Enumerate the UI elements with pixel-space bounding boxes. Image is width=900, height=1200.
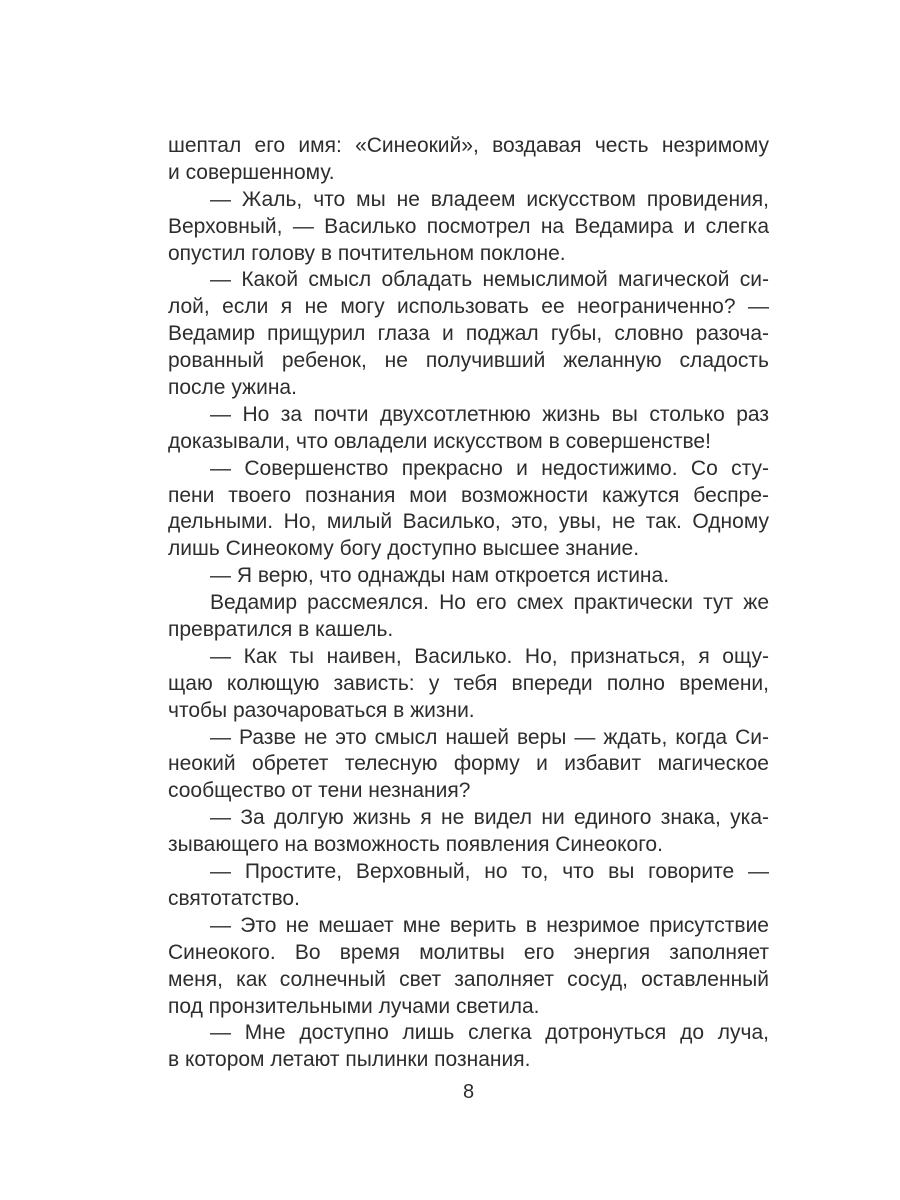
text-line: чтобы разочароваться в жизни. [168, 698, 475, 722]
paragraph [168, 133, 769, 187]
text-line: — Мне доступно лишь слегка дотронуться до луча, [210, 1021, 769, 1045]
text-line: — За долгую жизнь я не видел ни единого знака, ука- [210, 806, 769, 830]
text-line: зывающего на возможность появления Синеокого. [168, 833, 663, 857]
text-line: опустил голову в почтительном поклоне. [168, 241, 566, 265]
paragraph [168, 456, 769, 564]
text-line: Ведамир прищурил глаза и поджал губы, словно разоча- [168, 322, 769, 346]
paragraph [168, 402, 769, 456]
text-line: рованный ребенок, не получивший желанную сладость [168, 349, 769, 373]
paragraph [168, 187, 769, 268]
paragraph [168, 913, 769, 1021]
text-line: щаю колющую зависть: у тебя впереди полно времени, [168, 671, 769, 695]
text-line: — Это не мешает мне верить в незримое присутствие [210, 913, 769, 937]
paragraph [168, 805, 769, 859]
text-line: лой, если я не могу использовать ее неограниченно? — [168, 295, 769, 319]
paragraph [168, 725, 769, 806]
page-number: 8 [462, 1081, 475, 1103]
text-line: дельными. Но, милый Василько, это, увы, не так. Одному [168, 510, 769, 534]
text-line: в котором летают пылинки познания. [168, 1048, 531, 1072]
paragraph [168, 267, 769, 401]
text-line: — Простите, Верховный, но то, что вы говорите — [210, 860, 769, 884]
text-line: меня, как солнечный свет заполняет сосуд, оставленный [168, 967, 769, 991]
text-line: святотатство. [168, 886, 300, 910]
text-line: сообщество от тени незнания? [168, 779, 471, 803]
paragraph [168, 1020, 769, 1074]
text-line: — Какой смысл обладать немыслимой магической си- [210, 268, 769, 292]
paragraph [168, 590, 769, 644]
text-line: Верховный, — Василько посмотрел на Ведамира и слегка [168, 214, 769, 238]
paragraph [168, 563, 769, 590]
page-text-block [168, 133, 769, 1074]
text-line: — Как ты наивен, Василько. Но, признаться, я ощу- [210, 644, 769, 668]
text-line: шептал его имя: «Синеокий», воздавая честь незримому [168, 134, 769, 157]
text-line: и совершенному. [168, 160, 335, 184]
text-line: — Совершенство прекрасно и недостижимо. Со сту- [210, 456, 769, 480]
text-line: Ведамир рассмеялся. Но его смех практически тут же [210, 591, 769, 615]
text-line: — Жаль, что мы не владеем искусством провидения, [210, 187, 769, 211]
text-line: превратился в кашель. [168, 618, 394, 642]
text-line: — Но за почти двухсотлетнюю жизнь вы столько раз [210, 402, 769, 426]
text-line: — Я верю, что однажды нам откроется истина. [210, 564, 670, 588]
text-line: после ужина. [168, 376, 297, 400]
text-line: под пронзительными лучами светила. [168, 994, 540, 1018]
paragraph [168, 644, 769, 725]
text-line: Синеокого. Во время молитвы его энергия заполняет [168, 940, 769, 964]
text-line: неокий обретет телесную форму и избавит магическое [168, 752, 769, 776]
paragraph [168, 859, 769, 913]
text-line: пени твоего познания мои возможности кажутся беспре- [168, 483, 769, 507]
text-line: доказывали, что овладели искусством в совершенстве! [168, 429, 711, 453]
text-line: лишь Синеокому богу доступно высшее знание. [168, 537, 640, 561]
text-line: — Разве не это смысл нашей веры — ждать, когда Си- [210, 725, 769, 749]
